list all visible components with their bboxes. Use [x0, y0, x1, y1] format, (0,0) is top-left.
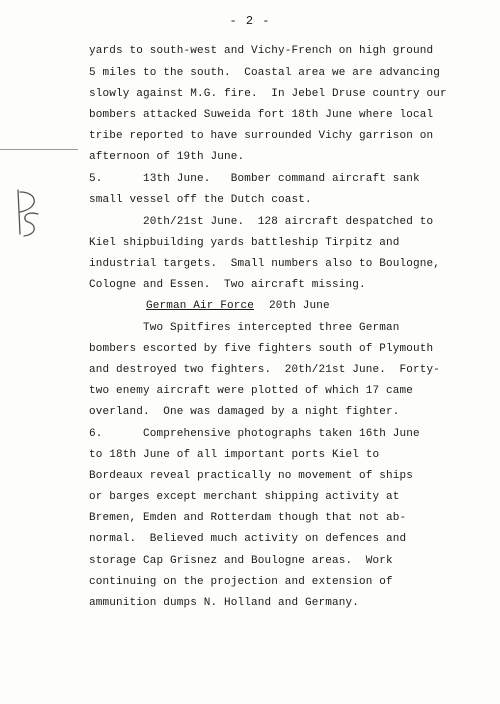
- section-heading: German Air Force: [146, 300, 255, 312]
- text-line: bombers attacked Suweida fort 18th June where local: [89, 109, 434, 121]
- handwritten-margin-mark: [14, 186, 44, 240]
- text-line: 5. 13th June. Bomber command aircraft sank: [89, 173, 420, 185]
- text-line: afternoon of 19th June.: [89, 151, 245, 163]
- text-line: 6. Comprehensive photographs taken 16th June: [89, 428, 420, 440]
- text-line: Bremen, Emden and Rotterdam though that not ab-: [89, 512, 407, 524]
- page-number: - 2 -: [229, 14, 271, 28]
- text-line: overland. One was damaged by a night fighter.: [89, 406, 400, 418]
- text-line: bombers escorted by five fighters south of Plymouth: [89, 343, 434, 355]
- text-line: to 18th June of all important ports Kiel to: [89, 449, 380, 461]
- text-line: continuing on the projection and extension of: [89, 576, 393, 588]
- text-line: 5 miles to the south. Coastal area we are advancing: [89, 67, 441, 79]
- text-line: Two Spitfires intercepted three German: [89, 322, 400, 334]
- text-line: ammunition dumps N. Holland and Germany.: [89, 597, 360, 609]
- margin-rule: [0, 149, 78, 150]
- text-line: Cologne and Essen. Two aircraft missing.: [89, 279, 366, 291]
- text-line: or barges except merchant shipping activity at: [89, 491, 400, 503]
- text-line: tribe reported to have surrounded Vichy garrison on: [89, 130, 434, 142]
- text-line: normal. Believed much activity on defences and: [89, 533, 407, 545]
- text-line: 20th/21st June. 128 aircraft despatched to: [89, 216, 434, 228]
- text-line: small vessel off the Dutch coast.: [89, 194, 312, 206]
- text-line: storage Cap Grisnez and Boulogne areas. Work: [89, 555, 393, 567]
- text-line: Kiel shipbuilding yards battleship Tirpitz and: [89, 237, 400, 249]
- text-line: slowly against M.G. fire. In Jebel Druse country our: [89, 88, 447, 100]
- text-line: and destroyed two fighters. 20th/21st June. Forty-: [89, 364, 441, 376]
- text-line: two enemy aircraft were plotted of which 17 came: [89, 385, 414, 397]
- text-line: industrial targets. Small numbers also to Boulogne,: [89, 258, 441, 270]
- text-line: Bordeaux reveal practically no movement of ships: [89, 470, 414, 482]
- section-date: 20th June: [269, 300, 330, 312]
- text-line: yards to south-west and Vichy-French on high ground: [89, 45, 434, 57]
